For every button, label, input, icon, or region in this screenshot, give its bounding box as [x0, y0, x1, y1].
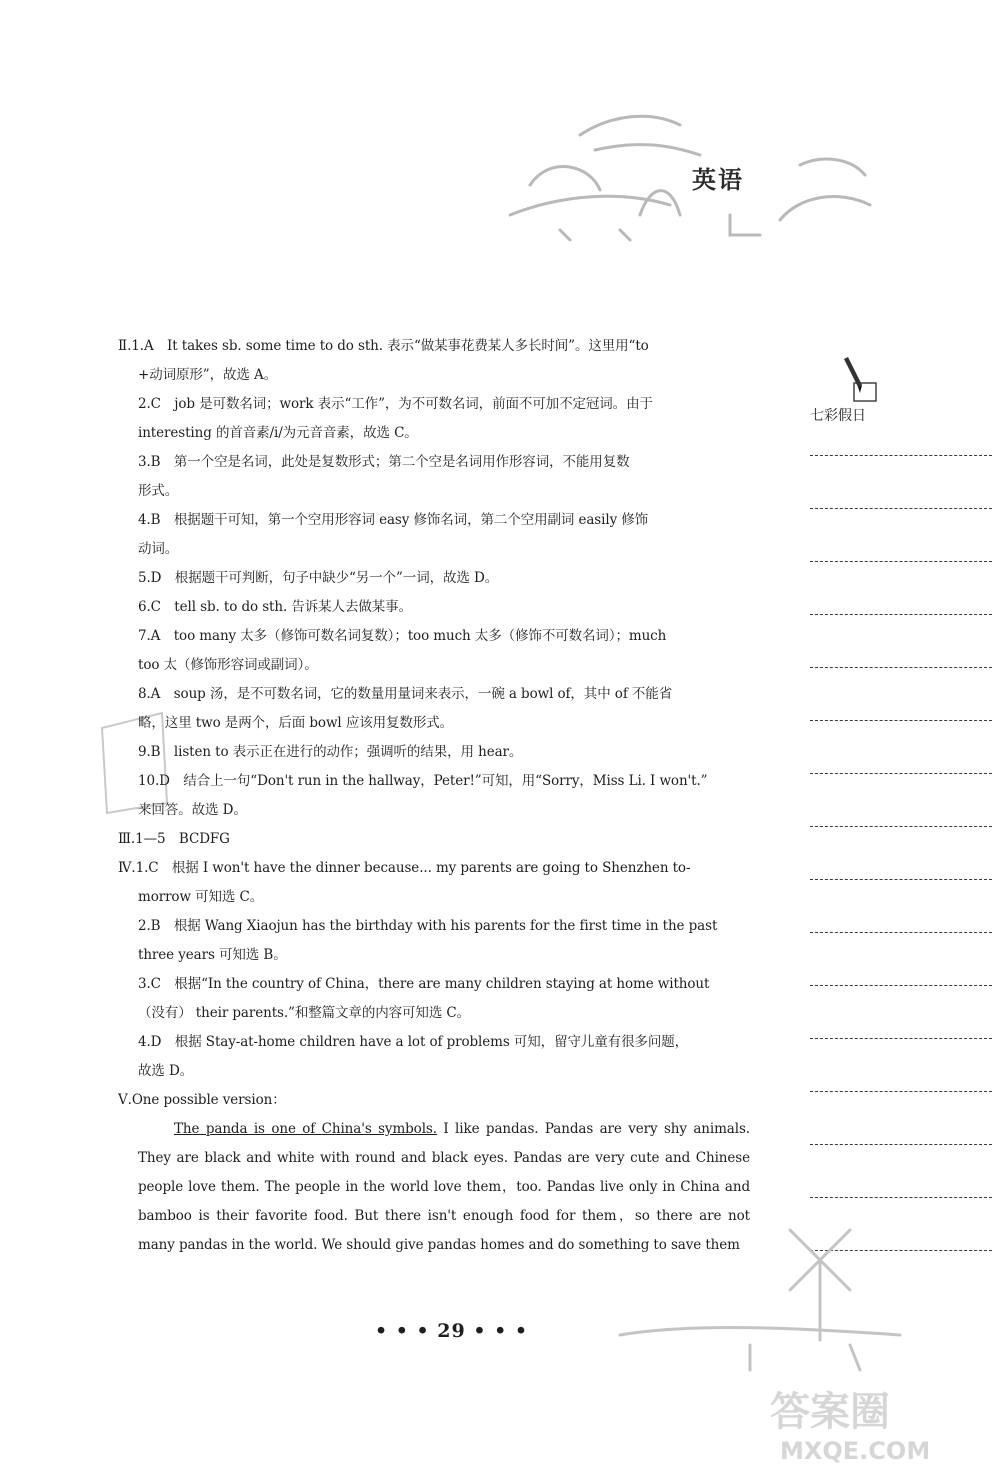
- note-line: [810, 985, 992, 986]
- note-line: [810, 1091, 992, 1092]
- answer-line: 形式。: [138, 483, 179, 499]
- note-line: [810, 879, 992, 880]
- answer-line: 4.D 根据 Stay-at-home children have a lot of problems 可知，留守儿童有很多问题，: [138, 1034, 689, 1050]
- answer-line: interesting 的首音素/i/为元音音素，故选 C。: [138, 425, 418, 441]
- essay-text: I like pandas. Pandas are very shy animals. They are black and white with round and black eyes. Pandas are very cute and Chinese people love them. The people in the world love them，too. Pandas live only in China and bamboo is their favorite food. But there isn't enough food for them，so there are not many pandas in the world. We should give pandas homes and do something to save them: [138, 1121, 750, 1253]
- answer-line: 略，这里 two 是两个，后面 bowl 应该用复数形式。: [138, 715, 454, 731]
- note-line: [810, 614, 992, 615]
- answer-line: 故选 D。: [138, 1063, 194, 1079]
- header-decoration: [500, 95, 880, 245]
- note-line: [810, 561, 992, 562]
- answer-line: 4.B 根据题干可知，第一个空用形容词 easy 修饰名词，第二个空用副词 easily 修饰: [138, 512, 649, 528]
- answer-line: Ⅱ.1.A It takes sb. some time to do sth. 表示“做某事花费某人多长时间”。这里用“to: [118, 338, 649, 354]
- answer-line: 8.A soup 汤，是不可数名词，它的数量用量词来表示，一碗 a bowl of，其中 of 不能省: [138, 686, 673, 702]
- note-line: [810, 773, 992, 774]
- answer-line: 5.D 根据题干可判断，句子中缺少“另一个”一词，故选 D。: [138, 570, 499, 586]
- note-line: [810, 508, 992, 509]
- note-line: [810, 1144, 992, 1145]
- answer-line: 6.C tell sb. to do sth. 告诉某人去做某事。: [138, 599, 412, 615]
- answer-line: 3.C 根据“In the country of China，there are many children staying at home without: [138, 976, 710, 992]
- pen-icon: [840, 355, 880, 405]
- answer-line: too 太（修饰形容词或副词）。: [138, 657, 318, 673]
- note-line: [810, 667, 992, 668]
- note-line: [810, 1038, 992, 1039]
- answer-line: 2.B 根据 Wang Xiaojun has the birthday with his parents for the first time in the past: [138, 918, 718, 934]
- answer-line: 10.D 结合上一句“Don't run in the hallway，Peter!”可知，用“Sorry，Miss Li. I won't.”: [138, 773, 708, 789]
- subject-title: 英语: [692, 166, 744, 194]
- answer-line: 来回答。故选 D。: [138, 802, 247, 818]
- essay-heading: Ⅴ.One possible version：: [118, 1092, 286, 1108]
- answer-line: Ⅳ.1.C 根据 I won't have the dinner because... my parents are going to Shenzhen to-: [118, 860, 691, 876]
- sidebar-label: 七彩假日: [810, 408, 866, 424]
- answer-line: morrow 可知选 C。: [138, 889, 264, 905]
- note-line: [810, 720, 992, 721]
- answer-line: 3.B 第一个空是名词，此处是复数形式；第二个空是名词用作形容词，不能用复数: [138, 454, 630, 470]
- note-line: [810, 932, 992, 933]
- answer-line: three years 可知选 B。: [138, 947, 287, 963]
- answer-key: [118, 332, 750, 1260]
- svg-text:答案圈: 答案圈: [770, 1389, 890, 1435]
- note-line: [810, 826, 992, 827]
- answer-line: Ⅲ.1—5 BCDFG: [118, 831, 230, 847]
- answer-line: 9.B listen to 表示正在进行的动作；强调听的结果，用 hear。: [138, 744, 523, 760]
- answer-line: 动词。: [138, 541, 179, 557]
- note-line: [810, 1197, 992, 1198]
- footer-decoration: [600, 1220, 920, 1380]
- watermark-logo: [760, 1385, 990, 1465]
- answer-line: 2.C job 是可数名词；work 表示“工作”，为不可数名词，前面不可加不定冠词。由于: [138, 396, 653, 412]
- page-number: • • • 29 • • •: [375, 1320, 528, 1342]
- svg-text:MXQE.COM: MXQE.COM: [780, 1437, 931, 1465]
- answer-line: 7.A too many 太多（修饰可数名词复数）；too much 太多（修饰不可数名词）；much: [138, 628, 667, 644]
- answer-line: （没有） their parents.”和整篇文章的内容可知选 C。: [138, 1005, 471, 1021]
- answer-line: +动词原形”，故选 A。: [138, 367, 278, 383]
- essay-underlined-sentence: The panda is one of China's symbols.: [174, 1121, 437, 1137]
- note-line: [810, 455, 992, 456]
